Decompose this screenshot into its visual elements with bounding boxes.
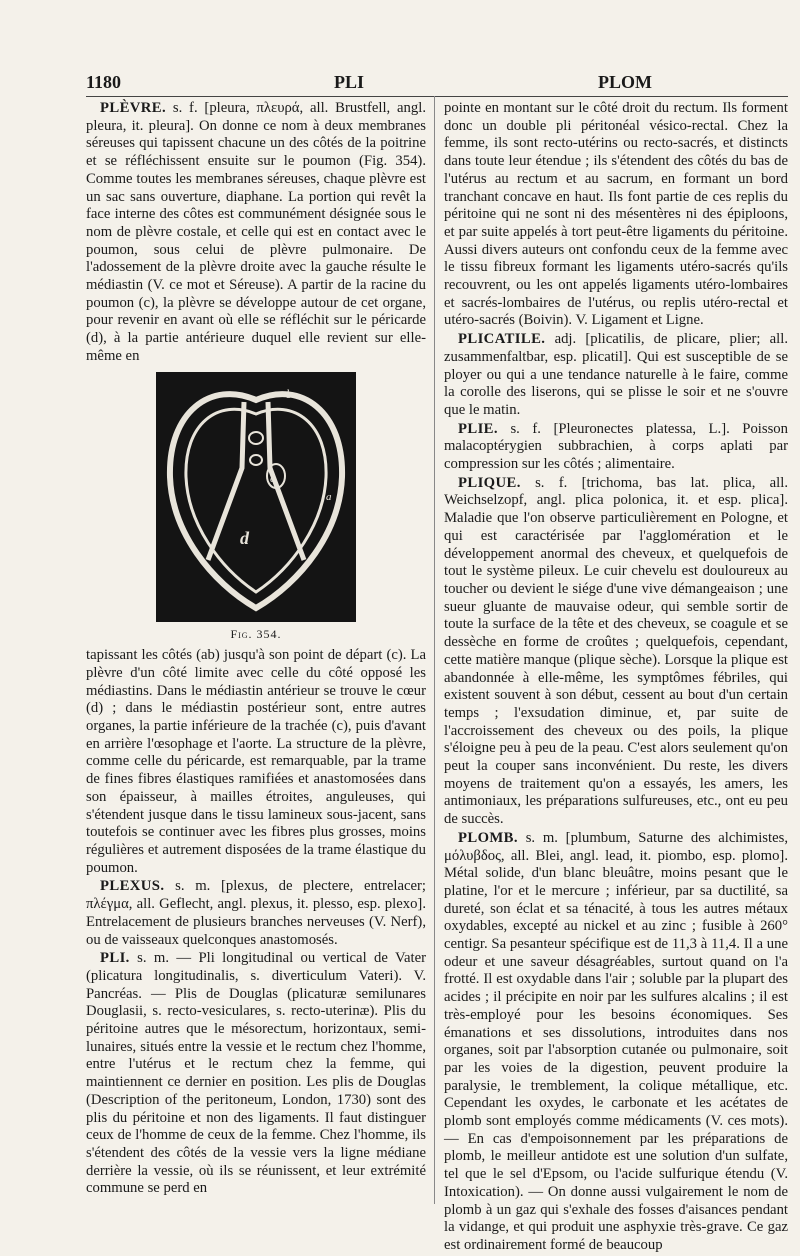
left-column bbox=[86, 100, 426, 1199]
entry-plicatile bbox=[444, 331, 788, 420]
entry-plie bbox=[444, 421, 788, 474]
entry-plomb bbox=[444, 830, 788, 1255]
entry-pli bbox=[86, 950, 426, 1198]
running-header bbox=[86, 72, 788, 96]
page-number: 1180 bbox=[86, 72, 122, 92]
entry-text: adj. [plicatilis, de plicare, plier; all. zusammenfaltbar, esp. plicatil]. Qui est susceptible de se ployer ou qui a une tendance naturelle à le faire, comme la corolle des liserons, qui se plisse le soir et ne s'ouvre que le matin. bbox=[444, 331, 788, 418]
entry-plevre bbox=[86, 100, 426, 366]
headword: PLÈVRE. bbox=[100, 100, 167, 116]
pleura-anatomy-illustration bbox=[156, 372, 356, 622]
headword: PLIQUE. bbox=[458, 474, 521, 491]
figure-label-b: b bbox=[286, 385, 293, 401]
headword: PLIE. bbox=[458, 420, 498, 437]
entry-plique bbox=[444, 475, 788, 829]
entry-text: pointe en montant sur le côté droit du rectum. Ils forment donc un double pli péritonéal vésico-rectal. Chez la femme, ils sont recto-utérins ou recto-sacrés, et distincts dans toute leur étendue ; ils s'étendent des côtés du bas de l'utérus au rectum et au sacrum, en formant un bord tranchant concave en haut. Ils font partie de ces replis du péritoine qui ne sont ni des mésentères ni des épiploons, et par suite appelés à tort peut-être ligaments du péritoine. Aussi divers auteurs ont confondu ceux de la femme avec le tissu fibreux formant les ligaments utéro-sacrés qu'ils recouvrent, ou les ont appelés ligaments utéro-lombaires et sacrés-lombaires de l'utérus, ou replis utéro-rectal et utéro-sacrés (Boivin). V. Ligament et Ligne. bbox=[444, 100, 788, 329]
entry-text: s. m. [plumbum, Saturne des alchimistes, μόλυβδος, all. Blei, angl. lead, it. piombo, esp. plomo]. Métal solide, d'un blanc bleuâtre, moins pesant que le platine, l'or et le mercure ; inférieur, par sa ductilité, sa dureté, son éclat et sa ténacité, à tous les autres métaux oxydables, excepté au nickel et au zinc ; fusible à 260° centigr. Sa pesanteur spécifique est de 11,3 à 11,4. Il a une odeur et une saveur désagréables, surtout quand on l'a frotté. Il est oxydable dans l'air ; soluble par la plupart des acides ; il précipite en noir par les sulfures alcalins ; il est très-employé pour les besoins économiques. Ses émanations et ses dissolutions, introduites dans nos organes, soit par l'absorption cutanée ou pulmonaire, soit par les voies de la digestion, peuvent produire la paralysie, le tremblement, la colique métallique, etc. Cependant les oxydes, le carbonate et les acétates de plomb sont employés comme médicaments (V. ces mots). — En cas d'empoisonnement par les préparations de plomb, le meilleur antidote est une solution d'un sulfate, tel que le sel d'Epsom, ou l'acide sulfurique étendu (V. Intoxication). — On donne aussi vulgairement le nom de plomb à un gaz qui s'exhale des fosses d'aisances pendant la vidange, et qui produit une asphyxie très-grave. Ce gaz est ordinairement formé de beaucoup bbox=[444, 829, 788, 1253]
column-divider bbox=[434, 96, 435, 1204]
entry-text: s. f. [pleura, πλευρά, all. Brustfell, angl. pleura, it. pleura]. On donne ce nom à deux membranes séreuses qui tapissent chacune un des côtés de la poitrine et se réfléchissent ensuite sur le poumon (Fig. 354). Comme toutes les membranes séreuses, chaque plèvre est un sac sans ouverture, diaphane. La portion qui revêt la face interne des côtes est communément désignée sous le nom de plèvre costale, et celle qui est en contact avec le poumon, sous celui de plèvre pulmonaire. De l'adossement de la plèvre droite avec la gauche résulte le médiastin (V. ce mot et Séreuse). A partir de la racine du poumon (c), la plèvre se développe autour de cet organe, pour revenir en avant où elle se réfléchit sur le péricarde (d), à la partie antérieure duquel elle revient sur elle-même en bbox=[86, 100, 426, 364]
headword: PLI. bbox=[100, 950, 130, 967]
right-column bbox=[444, 100, 788, 1256]
entry-pli-continued bbox=[444, 100, 788, 330]
entry-text: s. m. — Pli longitudinal ou vertical de Vater (plicatura longitudinalis, s. diverticulum Vateri). V. Pancréas. — Plis de Douglas (plicaturæ semilunares Douglasii, s. recto-vesiculares, s. recto-uterinæ). Plis du péritoine autres que le mésorectum, horizontaux, semi-lunaires, situés entre la vessie et le rectum chez l'homme, entre l'utérus et le rectum chez la femme, qui maintiennent ce dernier en position. Les plis de Douglas (Description of the peritoneum, London, 1730) sont des plis du péritoine et non des ligaments. Il faut distinguer ceux de l'homme de ceux de la femme. Chez l'homme, ils s'étendent des côtés de la vessie vers la ligne médiane derrière la vessie, où ils se réunissent, et leur extrémité commune se perd en bbox=[86, 950, 427, 1197]
headword: PLEXUS. bbox=[100, 878, 165, 895]
header-rule bbox=[86, 96, 788, 97]
figure-label-a: a bbox=[326, 490, 332, 503]
entry-plevre-continued bbox=[86, 647, 426, 877]
figure-354 bbox=[86, 372, 426, 644]
entry-text: s. f. [Pleuronectes platessa, L.]. Poisson malacoptérygien subbrachien, à corps aplati par compression sur les côtés ; alimentaire. bbox=[444, 420, 788, 473]
entry-text: s. f. [trichoma, bas lat. plica, all. Weichselzopf, angl. plica polonica, it. et esp. plica]. Maladie que l'on observe particulièrement en Pologne, et qui est caractérisée par l'agglomération et le développement anormal des cheveux, et quelquefois de tout le système pileux. Le cuir chevelu est douloureux au toucher ou devient le siége d'une vive démangeaison ; une sueur gluante de mauvaise odeur, qui semble sortir de toute la surface de la tête et des cheveux, se coagule et se dessèche en forme de croûtes ; quelquefois, cependant, cette matière manque (plique sèche). Lorsque la plique est abandonnée à elle-même, les symptômes fébriles, qui existent souvent à son début, cessent au bout d'un certain temps ; l'exsudation diminue, et, par suite de l'accroissement des cheveux ou des poils, la plique s'éloigne peu à peu de la peau. C'est alors seulement qu'on peut la couper sans inconvénient. Du reste, les divers moyens de traitement qu'on a essayés, les amers, les antimoniaux, les préparations sulfureuses, etc., ont eu peu de succès. bbox=[444, 474, 789, 828]
entry-text: tapissant les côtés (ab) jusqu'à son point de départ (c). La plèvre d'un côté limite avec celle du côté opposé les médiastins. Dans le médiastin antérieur se trouve le cœur (d) ; dans le médiastin postérieur sont, entre autres organes, la partie inférieure de la trachée (c), puis d'avant en arrière l'œsophage et l'aorte. La structure de la plèvre, comme celle du péricarde, est remarquable, par la trame de fines fibres élastiques ramifiées et anastomosées dans son épaisseur, à mailles étroites, anguleuses, qui s'étendent jusque dans le tissu lamineux sous-jacent, sans toutefois se continuer avec les fibres plus grosses, moins régulières et autrement disposées de la trame élastique du poumon. bbox=[86, 647, 426, 876]
figure-label-c: c bbox=[270, 470, 276, 485]
left-guide-word: PLI bbox=[334, 72, 365, 92]
figure-caption: Fig. 354. bbox=[230, 626, 282, 641]
headword: PLOMB. bbox=[458, 829, 518, 846]
entry-text: s. m. [plexus, de plectere, entrelacer; πλέγμα, all. Geflecht, angl. plexus, it. plesso, esp. plexo]. Entrelacement de plusieurs branches nerveuses (V. Nerf), ou de vaisseaux quelconques anastomosés. bbox=[86, 878, 426, 948]
right-guide-word: PLOM bbox=[598, 72, 652, 92]
figure-label-d: d bbox=[240, 527, 249, 548]
headword: PLICATILE. bbox=[458, 331, 546, 348]
entry-plexus bbox=[86, 878, 426, 949]
